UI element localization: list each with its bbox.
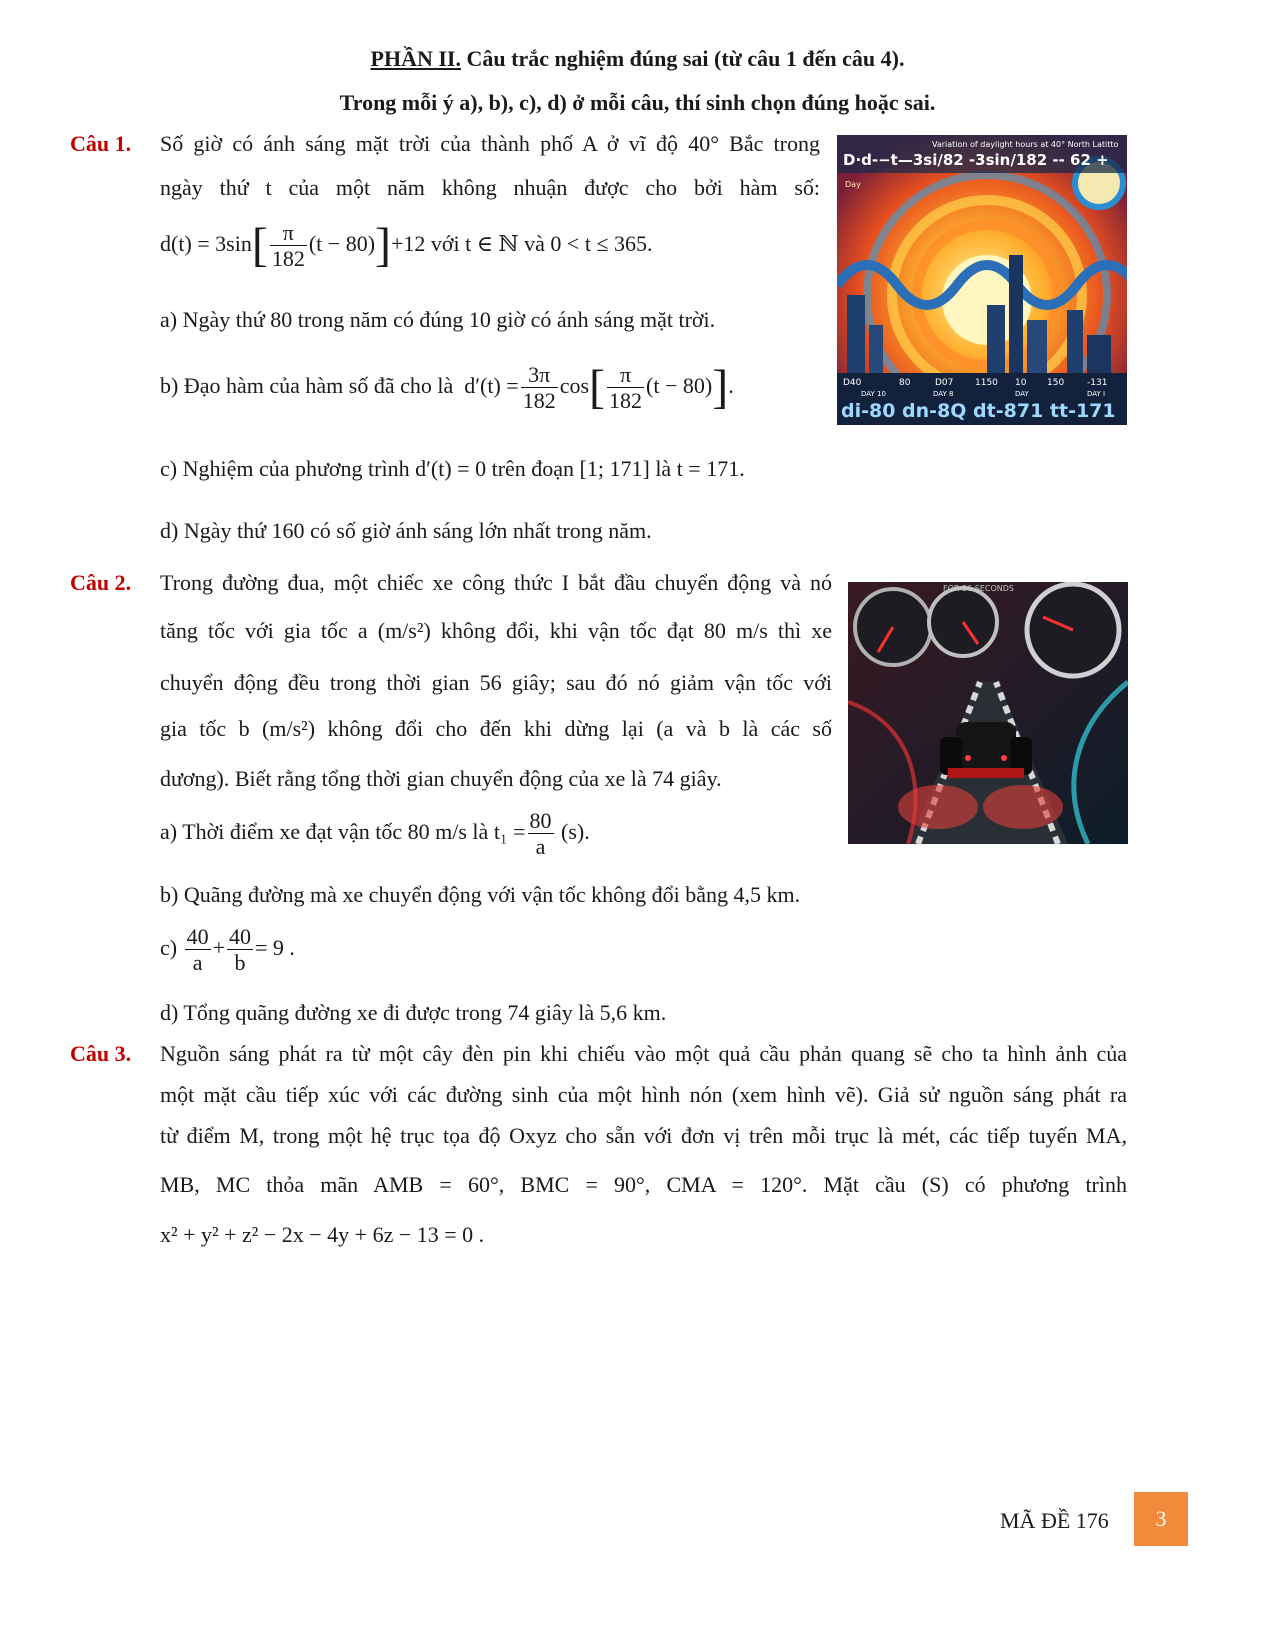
q3-line-3: từ điểm M, trong một hệ trục tọa độ Oxyz cho sẵn với đơn vị trên mỗi trục là mét, các tiếp tuyến MA, [160, 1123, 1127, 1148]
q2-option-c: c) $\frac{40}{a}$ + $\frac{40}{b}$ = 9 . [160, 924, 295, 976]
race-car-svg [848, 582, 1128, 844]
q3-line-4: MB, MC thỏa mãn AMB = 60°, BMC = 90°, CMA = 120°. Mặt cầu (S) có phương trình [160, 1172, 1127, 1197]
img-tick-3: 1150 [975, 378, 998, 388]
q1-bracket-open: [ [251, 218, 268, 272]
exam-code: MÃ ĐỀ 176 [1000, 1508, 1109, 1533]
q2-line-4: gia tốc b (m/s²) không đổi cho đến khi dừng lại (a và b là các số [160, 716, 832, 741]
img-tick-0: D40 [843, 378, 862, 388]
img-bottom-text: di-80 dn-8Q dt-871 tt-171 [841, 400, 1116, 422]
q3-line-1: Nguồn sáng phát ra từ một cây đèn pin khi chiếu vào một quả cầu phản quang sẽ cho ta hình ảnh của [160, 1041, 1127, 1066]
q2-line-5: dương). Biết rằng tổng thời gian chuyển động của xe là 74 giây. [160, 766, 722, 791]
q1-option-d: d) Ngày thứ 160 có số giờ ánh sáng lớn nhất trong năm. [160, 518, 652, 543]
img-day-label: Day [845, 180, 861, 189]
img-tick-sub-1: DAY 8 [933, 390, 954, 398]
q1-line-2: ngày thứ t của một năm không nhuận được cho bởi hàm số: [160, 175, 820, 200]
q2-line-3: chuyển động đều trong thời gian 56 giây; sau đó nó giảm vận tốc với [160, 670, 832, 695]
q1-bracket-close: ] [375, 218, 391, 272]
question-3-label: Câu 3. [70, 1041, 132, 1066]
part-title: Câu trắc nghiệm đúng sai (từ câu 1 đến câu 4). [461, 46, 905, 71]
img-tick-sub-2: DAY [1015, 390, 1029, 398]
q2-option-d: d) Tổng quãng đường xe đi được trong 74 giây là 5,6 km. [160, 1000, 667, 1025]
q2-line-2: tăng tốc với gia tốc a (m/s²) không đổi, khi vận tốc đạt 80 m/s thì xe [160, 618, 832, 643]
img-tick-1: 80 [899, 378, 911, 388]
daylight-illustration-svg [837, 135, 1127, 425]
img-tick-2: D07 [935, 378, 954, 388]
q1-option-c: c) Nghiệm của phương trình d′(t) = 0 trên đoạn [1; 171] là t = 171. [160, 456, 745, 481]
img-tick-6: -131 [1087, 378, 1108, 388]
q1-line-1: Số giờ có ánh sáng mặt trời của thành phố A ở vĩ độ 40° Bắc trong [160, 131, 820, 156]
q1-formula-left: d(t) = 3sin [160, 230, 252, 256]
img-tick-sub-3: DAY I [1087, 390, 1106, 398]
q1-formula-mid: (t − 80) [308, 230, 376, 256]
question-1-label: Câu 1. [70, 131, 132, 156]
img-tick-sub-0: DAY 10 [861, 390, 886, 398]
instructions-heading: Trong mỗi ý a), b), c), d) ở mỗi câu, thí sinh chọn đúng hoặc sai. [339, 90, 936, 115]
q3-line-2: một mặt cầu tiếp xúc với các đường sinh của một hình nón (xem hình vẽ). Giả sử nguồn sáng phát ra [160, 1082, 1127, 1107]
page-number: 3 [1134, 1492, 1188, 1546]
q2-line-1: Trong đường đua, một chiếc xe công thức I bắt đầu chuyển động và nó [160, 570, 832, 595]
img-tick-4: 10 [1015, 378, 1027, 388]
q2-option-b: b) Quãng đường mà xe chuyển động với vận tốc không đổi bằng 4,5 km. [160, 882, 801, 907]
q1-fraction: $\frac{\pi}{182}$ [271, 220, 305, 272]
q1-formula-right: +12 với t ∈ ℕ và 0 < t ≤ 365. [391, 230, 653, 256]
q3-line-5: x² + y² + z² − 2x − 4y + 6z − 13 = 0 . [160, 1222, 485, 1247]
question-2-label: Câu 2. [70, 570, 132, 595]
q1-option-a: a) Ngày thứ 80 trong năm có đúng 10 giờ có ánh sáng mặt trời. [160, 307, 716, 332]
part-heading [0, 46, 1275, 72]
part-label: PHẦN II. [370, 46, 461, 71]
daylight-illustration [837, 135, 1127, 425]
img-formula-text: D·d-−t—3si/82 -3sin/182 -- 62 + [843, 151, 1109, 169]
img-top-text: Variation of daylight hours at 40° North Latitto [932, 140, 1119, 149]
q2-option-a: a) Thời điểm xe đạt vận tốc 80 m/s là t₁ = $\frac{80}{a}$ (s). [160, 808, 590, 860]
q1-option-b: b) Đạo hàm của hàm số đã cho là d′(t) = $\frac{3\pi}{182}$ cos[ $\frac{\pi}{182}$ (t − 80)]. [160, 360, 734, 414]
img-tick-5: 150 [1047, 378, 1065, 388]
race-car-illustration [848, 582, 1128, 844]
q1-formula [160, 220, 820, 272]
race-image-caption: FOR 56 SECONDS [943, 584, 1014, 593]
